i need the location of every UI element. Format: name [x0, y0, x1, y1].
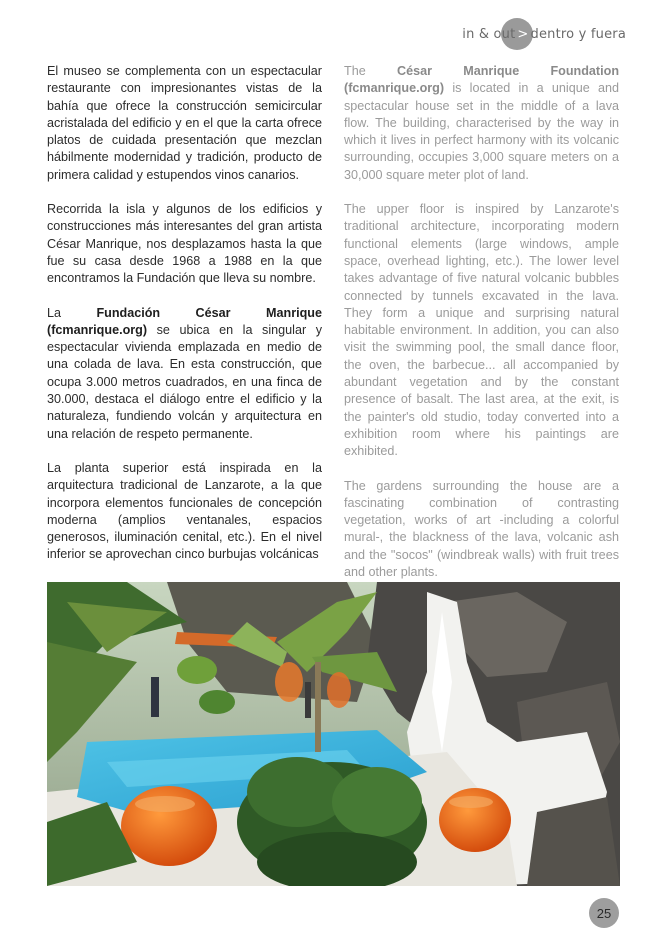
header-right: dentro y fuera — [530, 26, 626, 42]
spanish-p3-pre: La — [47, 305, 97, 320]
english-paragraph-3: The gardens surrounding the house are a fascinating combination of contrasting vegetation, works of art -including a colorful mural-, the blackness of the lava, volcanic ash and the "socos" (windbreak walls) with fruit trees and other plants. — [344, 478, 619, 580]
english-column — [344, 63, 619, 598]
header-separator: > — [517, 26, 529, 42]
spanish-paragraph-3 — [47, 305, 322, 443]
english-paragraph-2: The upper floor is inspired by Lanzarote's traditional architecture, incorporating modern functional elements (large windows, ample space, overhead lighting, etc.). The lower level takes advantage of five natural volcanic bubbles connected by tunnels excavated in the lava. They form a unique and surprising natural habitable environment. In addition, you can also visit the swimming pool, the small dance floor, the oven, the barbecue... all accompanied by abundant vegetation and by the constant presence of basalt. The last area, at the exit, is the painter's old studio, today converted into a exhibition room where his paintings are exhibited. — [344, 202, 619, 459]
spanish-foundation-name: Fundación César Manrique (fcmanrique.org) — [47, 305, 322, 337]
english-foundation-name: César Manrique Foundation (fcmanrique.org) — [344, 64, 620, 96]
spanish-column — [47, 63, 322, 581]
foundation-pool-photo — [47, 582, 620, 886]
page-number: 25 — [589, 898, 619, 928]
header-left: in & out — [462, 26, 516, 42]
spanish-paragraph-1: El museo se complementa con un espectacular restaurante con impresionantes vistas de la bahía que ofrece la construcción semicircular acristalada del edificio y en el que la carta ofrece platos de cuidada presentación que mezclan hábilmente modernidad y tradición, producto de primera calidad y estupendos vinos canarios. — [47, 64, 322, 182]
spanish-paragraph-4: La planta superior está inspirada en la arquitectura tradicional de Lanzarote, a la que incorpora elementos funcionales de concepción moderna (amplios ventanales, espacios generosos, iluminación cenital, etc.). En el nivel inferior se aprovechan cinco burbujas volcánicas — [47, 460, 322, 562]
spanish-p3-post: se ubica en la singular y espectacular vivienda emplazada en medio de una colada de lava. En esta construcción, que ocupa 3.000 metros cuadrados, en una finca de 30.000, destaca el diálogo entre el edificio y la naturaleza, fundiendo volcán y arquitectura en una relación de respeto permanente. — [47, 322, 322, 441]
spanish-paragraph-2: Recorrida la isla y algunos de los edificios y construcciones más interesantes del gran artista César Manrique, nos desplazamos hasta la que fue su casa desde 1968 a 1988 en la que encontramos la Fundación que lleva su nombre. — [47, 202, 322, 286]
english-p1-pre: The — [344, 64, 397, 78]
english-p1-post: is located in a unique and spectacular house set in the middle of a lava flow. The building, characterised by the way in which it lives in perfect harmony with its volcanic surrounding, occupies 3,000 square meters on a 30,000 square meter plot of land. — [344, 81, 619, 182]
english-paragraph-1 — [344, 63, 619, 184]
section-header — [462, 18, 626, 50]
